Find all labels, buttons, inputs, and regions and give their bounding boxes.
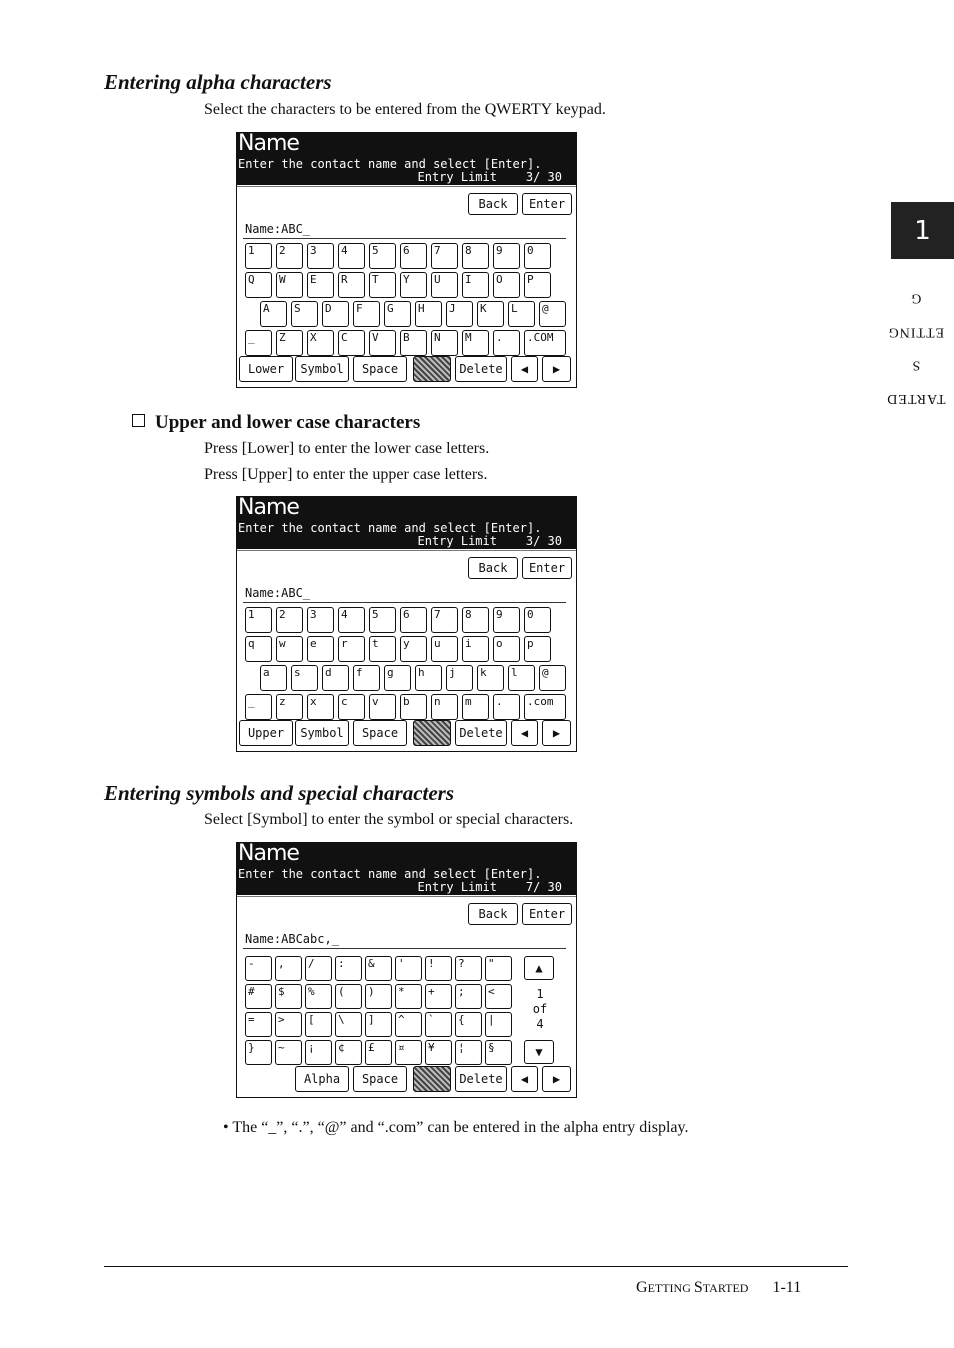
screen-instruction: Enter the contact name and select [Enter]. <box>238 521 542 535</box>
key-2-6[interactable]: J <box>446 301 473 327</box>
key-0-5[interactable]: 6 <box>400 243 427 269</box>
screen-symbols <box>236 842 577 1098</box>
key-1-9[interactable]: P <box>524 272 551 298</box>
cursor-left-button[interactable]: ◀ <box>511 720 538 746</box>
key-0-2[interactable]: 3 <box>307 607 334 633</box>
key-0-9[interactable]: 0 <box>524 607 551 633</box>
key-1-6[interactable]: u <box>431 636 458 662</box>
symbol-key-1-2[interactable]: % <box>305 984 332 1009</box>
space-button[interactable]: Space <box>353 356 407 382</box>
key-0-1[interactable]: 2 <box>276 243 303 269</box>
key-2-8[interactable]: l <box>508 665 535 691</box>
footer-letter-g: G <box>636 1279 648 1296</box>
side-text-tarted: TARTED <box>886 391 946 407</box>
heading-case <box>132 412 420 434</box>
case-line-lower: Press [Lower] to enter the lower case letters. <box>204 440 490 457</box>
key-1-1[interactable]: w <box>276 636 303 662</box>
key-0-4[interactable]: 5 <box>369 607 396 633</box>
header-divider <box>237 550 576 551</box>
key-3-3[interactable]: c <box>338 694 365 720</box>
key-0-8[interactable]: 9 <box>493 243 520 269</box>
page-indicator-line: 1 <box>536 987 544 1001</box>
cursor-left-button[interactable]: ◀ <box>511 1066 538 1092</box>
key-3-5[interactable]: B <box>400 330 427 356</box>
key-3-2[interactable]: X <box>307 330 334 356</box>
symbol-key-0-0[interactable]: - <box>245 956 272 981</box>
symbols-intro: Select [Symbol] to enter the symbol or special characters. <box>204 811 574 828</box>
key-2-5[interactable]: H <box>415 301 442 327</box>
back-button[interactable]: Back <box>468 903 518 925</box>
name-field: Name:ABC_ <box>245 222 311 236</box>
key-3-8[interactable]: . <box>493 330 520 356</box>
screen-header <box>237 133 576 185</box>
symbol-key-0-5[interactable]: ' <box>395 956 422 981</box>
key-1-2[interactable]: E <box>307 272 334 298</box>
screen-alpha-upper <box>236 132 577 388</box>
key-3-2[interactable]: x <box>307 694 334 720</box>
name-field: Name:ABCabc,_ <box>245 932 339 946</box>
key-0-6[interactable]: 7 <box>431 607 458 633</box>
page-down-button[interactable]: ▼ <box>524 1040 554 1064</box>
key-2-0[interactable]: a <box>260 665 287 691</box>
symbol-key-2-4[interactable]: ] <box>365 1012 392 1037</box>
footer-text-etting: ETTING <box>647 1281 694 1295</box>
key-1-4[interactable]: T <box>369 272 396 298</box>
key-0-8[interactable]: 9 <box>493 607 520 633</box>
symbol-key-3-7[interactable]: ¦ <box>455 1040 482 1065</box>
cursor-right-button[interactable]: ▶ <box>542 356 571 382</box>
key-3-4[interactable]: v <box>369 694 396 720</box>
page-indicator <box>528 987 552 1032</box>
key-0-0[interactable]: 1 <box>245 243 272 269</box>
symbol-key-1-8[interactable]: < <box>485 984 512 1009</box>
key-2-4[interactable]: g <box>384 665 411 691</box>
enter-button[interactable]: Enter <box>522 557 572 579</box>
symbol-key-1-7[interactable]: ; <box>455 984 482 1009</box>
side-letter-s: S <box>911 357 921 373</box>
key-2-6[interactable]: j <box>446 665 473 691</box>
key-2-7[interactable]: K <box>477 301 504 327</box>
heading-alpha: Entering alpha characters <box>104 70 332 94</box>
page-number: 1-11 <box>772 1279 802 1296</box>
key-3-8[interactable]: . <box>493 694 520 720</box>
enter-button[interactable]: Enter <box>522 903 572 925</box>
key-2-9[interactable]: @ <box>539 665 566 691</box>
key-1-5[interactable]: Y <box>400 272 427 298</box>
back-button[interactable]: Back <box>468 557 518 579</box>
key-1-3[interactable]: R <box>338 272 365 298</box>
screen-instruction: Enter the contact name and select [Enter]. <box>238 867 542 881</box>
key-1-7[interactable]: i <box>462 636 489 662</box>
key-3-7[interactable]: m <box>462 694 489 720</box>
page-indicator-line: of <box>532 1002 548 1016</box>
key-2-1[interactable]: s <box>291 665 318 691</box>
symbol-key-1-1[interactable]: $ <box>275 984 302 1009</box>
symbol-button[interactable]: Symbol <box>295 720 349 746</box>
symbol-key-1-4[interactable]: ) <box>365 984 392 1009</box>
symbol-key-2-0[interactable]: = <box>245 1012 272 1037</box>
name-field: Name:ABC_ <box>245 586 311 600</box>
key-0-4[interactable]: 5 <box>369 243 396 269</box>
page-up-button[interactable]: ▲ <box>524 956 554 980</box>
key-3-0[interactable]: _ <box>245 694 272 720</box>
delete-button[interactable]: Delete <box>455 356 507 382</box>
key-1-3[interactable]: r <box>338 636 365 662</box>
heading-case-text: Upper and lower case characters <box>155 412 421 433</box>
screen-header <box>237 497 576 549</box>
name-underline <box>243 238 566 239</box>
key-1-8[interactable]: O <box>493 272 520 298</box>
key-2-9[interactable]: @ <box>539 301 566 327</box>
key-0-3[interactable]: 4 <box>338 607 365 633</box>
key-1-6[interactable]: U <box>431 272 458 298</box>
key-0-7[interactable]: 8 <box>462 243 489 269</box>
entry-limit: Entry Limit 7/ 30 <box>417 880 562 894</box>
key-1-9[interactable]: p <box>524 636 551 662</box>
alpha-button[interactable]: Alpha <box>295 1066 349 1092</box>
key-2-4[interactable]: G <box>384 301 411 327</box>
screen-header <box>237 843 576 895</box>
symbol-key-3-2[interactable]: ¡ <box>305 1040 332 1065</box>
chapter-side-label <box>886 275 946 445</box>
key-1-1[interactable]: W <box>276 272 303 298</box>
symbol-key-2-6[interactable]: ` <box>425 1012 452 1037</box>
symbol-key-2-1[interactable]: > <box>275 1012 302 1037</box>
name-underline <box>243 602 566 603</box>
key-1-0[interactable]: Q <box>245 272 272 298</box>
key-3-3[interactable]: C <box>338 330 365 356</box>
symbol-key-3-0[interactable]: } <box>245 1040 272 1065</box>
screen-title: Name <box>238 841 299 866</box>
chapter-number: 1 <box>914 215 931 246</box>
key-2-2[interactable]: d <box>322 665 349 691</box>
key-3-6[interactable]: N <box>431 330 458 356</box>
key-1-7[interactable]: I <box>462 272 489 298</box>
com-key[interactable]: .com <box>524 694 566 720</box>
footer-rule <box>104 1266 848 1267</box>
key-2-3[interactable]: f <box>353 665 380 691</box>
symbol-key-0-8[interactable]: " <box>485 956 512 981</box>
key-2-7[interactable]: k <box>477 665 504 691</box>
key-3-0[interactable]: _ <box>245 330 272 356</box>
header-divider <box>237 186 576 187</box>
key-0-1[interactable]: 2 <box>276 607 303 633</box>
key-3-6[interactable]: n <box>431 694 458 720</box>
alpha-intro: Select the characters to be entered from the QWERTY keypad. <box>204 101 606 118</box>
key-0-2[interactable]: 3 <box>307 243 334 269</box>
symbol-key-3-6[interactable]: ¥ <box>425 1040 452 1065</box>
key-1-2[interactable]: e <box>307 636 334 662</box>
symbol-key-0-3[interactable]: : <box>335 956 362 981</box>
delete-button[interactable]: Delete <box>455 720 507 746</box>
side-text-etting: ETTING <box>887 324 945 340</box>
footer <box>636 1279 801 1297</box>
key-0-7[interactable]: 8 <box>462 607 489 633</box>
symbol-key-0-2[interactable]: / <box>305 956 332 981</box>
key-2-5[interactable]: h <box>415 665 442 691</box>
screen-title: Name <box>238 131 299 156</box>
back-button[interactable]: Back <box>468 193 518 215</box>
key-0-9[interactable]: 0 <box>524 243 551 269</box>
return-key[interactable] <box>413 1066 451 1092</box>
enter-button[interactable]: Enter <box>522 193 572 215</box>
symbol-key-0-7[interactable]: ? <box>455 956 482 981</box>
cursor-right-button[interactable]: ▶ <box>542 720 571 746</box>
symbol-key-2-7[interactable]: { <box>455 1012 482 1037</box>
checkbox-bullet-icon <box>132 414 145 427</box>
symbol-key-1-6[interactable]: + <box>425 984 452 1009</box>
key-2-1[interactable]: S <box>291 301 318 327</box>
key-2-3[interactable]: F <box>353 301 380 327</box>
key-2-2[interactable]: D <box>322 301 349 327</box>
case-toggle-button[interactable]: Lower <box>239 356 293 382</box>
key-3-5[interactable]: b <box>400 694 427 720</box>
entry-limit: Entry Limit 3/ 30 <box>417 534 562 548</box>
key-0-6[interactable]: 7 <box>431 243 458 269</box>
symbol-key-0-6[interactable]: ! <box>425 956 452 981</box>
key-0-5[interactable]: 6 <box>400 607 427 633</box>
space-button[interactable]: Space <box>353 1066 407 1092</box>
header-divider <box>237 896 576 897</box>
screen-title: Name <box>238 495 299 520</box>
screen-alpha-lower <box>236 496 577 752</box>
footer-letter-s: S <box>693 1279 703 1296</box>
com-key[interactable]: .COM <box>524 330 566 356</box>
symbol-key-3-1[interactable]: ~ <box>275 1040 302 1065</box>
side-letter-g: G <box>910 290 922 306</box>
symbol-key-1-5[interactable]: * <box>395 984 422 1009</box>
space-button[interactable]: Space <box>353 720 407 746</box>
case-toggle-button[interactable]: Upper <box>239 720 293 746</box>
chapter-tab <box>891 202 954 259</box>
symbol-key-2-3[interactable]: \ <box>335 1012 362 1037</box>
cursor-right-button[interactable]: ▶ <box>542 1066 571 1092</box>
key-3-7[interactable]: M <box>462 330 489 356</box>
key-3-1[interactable]: z <box>276 694 303 720</box>
name-underline <box>243 948 566 949</box>
cursor-left-button[interactable]: ◀ <box>511 356 538 382</box>
return-key[interactable] <box>413 720 451 746</box>
page-indicator-line: 4 <box>536 1017 544 1031</box>
symbol-key-1-3[interactable]: ( <box>335 984 362 1009</box>
heading-symbols: Entering symbols and special characters <box>104 781 455 805</box>
symbol-key-2-8[interactable]: | <box>485 1012 512 1037</box>
case-line-upper: Press [Upper] to enter the upper case letters. <box>204 466 488 483</box>
symbol-key-2-2[interactable]: [ <box>305 1012 332 1037</box>
symbol-key-3-3[interactable]: ¢ <box>335 1040 362 1065</box>
symbol-key-0-4[interactable]: & <box>365 956 392 981</box>
key-1-0[interactable]: q <box>245 636 272 662</box>
key-0-3[interactable]: 4 <box>338 243 365 269</box>
key-1-4[interactable]: t <box>369 636 396 662</box>
key-3-1[interactable]: Z <box>276 330 303 356</box>
symbol-key-3-8[interactable]: § <box>485 1040 512 1065</box>
symbol-key-2-5[interactable]: ^ <box>395 1012 422 1037</box>
symbol-button[interactable]: Symbol <box>295 356 349 382</box>
key-2-8[interactable]: L <box>508 301 535 327</box>
key-3-4[interactable]: V <box>369 330 396 356</box>
delete-button[interactable]: Delete <box>455 1066 507 1092</box>
key-1-8[interactable]: o <box>493 636 520 662</box>
screen-instruction: Enter the contact name and select [Enter]. <box>238 157 542 171</box>
symbol-key-0-1[interactable]: , <box>275 956 302 981</box>
entry-limit: Entry Limit 3/ 30 <box>417 170 562 184</box>
symbol-key-3-5[interactable]: ¤ <box>395 1040 422 1065</box>
symbol-key-1-0[interactable]: # <box>245 984 272 1009</box>
footer-text-tarted: TARTED <box>702 1281 749 1295</box>
key-2-0[interactable]: A <box>260 301 287 327</box>
symbol-key-3-4[interactable]: £ <box>365 1040 392 1065</box>
symbols-note: • The “_”, “.”, “@” and “.com” can be entered in the alpha entry display. <box>223 1119 689 1136</box>
key-1-5[interactable]: y <box>400 636 427 662</box>
key-0-0[interactable]: 1 <box>245 607 272 633</box>
return-key[interactable] <box>413 356 451 382</box>
